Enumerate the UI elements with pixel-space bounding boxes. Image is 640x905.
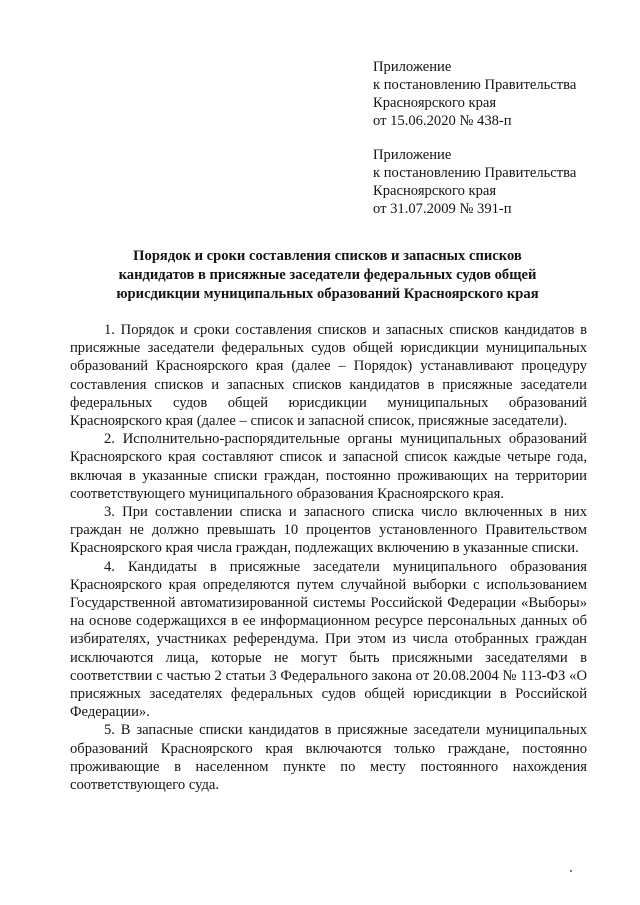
annex-label: Приложение [373,147,452,163]
paragraph-2: 2. Исполнительно-распорядительные органы муниципальных образований Красноярского края составляют список и запасной список каждые четыре года, включая в указанные списки граждан, постоянно проживающих на территории соответствующего муниципального образования Красноярского края. [70,431,587,502]
annex-date-number: от 31.07.2009 № 391-п [373,201,512,217]
scan-speck [570,870,572,872]
annex-header-current [373,58,623,130]
title-line: кандидатов в присяжные заседатели федеральных судов общей [118,267,537,283]
document-body [70,321,587,794]
paragraph-5: 5. В запасные списки кандидатов в присяжные заседатели муниципальных образований Красноярского края включаются только граждане, постоянно проживающие в населенном пункте по месту постоянного нахождения соответствующего суда. [70,722,587,794]
annex-header-original [373,146,623,218]
annex-region-line: Красноярского края [373,183,497,199]
paragraph-3: 3. При составлении списка и запасного списка число включенных в них граждан не должно превышать 10 процентов установленного Правительством Красноярского края числа граждан, подлежащих включению в указанные списки. [70,504,587,557]
paragraph-4: 4. Кандидаты в присяжные заседатели муниципального образования Красноярского края определяются путем случайной выборки с использованием Государственной автоматизированной системы Российской Федерации «Выборы» на основе содержащихся в ее информационном ресурсе персональных данных об избирателях, участниках референдума. При этом из числа отобранных граждан исключаются лица, которые не могут быть присяжными заседателями в соответствии с частью 2 статьи 3 Федерального закона от 20.08.2004 № 113-ФЗ «О присяжных заседателях федеральных судов общей юрисдикции в Российской Федерации». [70,558,587,721]
paragraph-1: 1. Порядок и сроки составления списков и запасных списков кандидатов в присяжные заседатели федеральных судов общей юрисдикции муниципальных образований Красноярского края (далее – Порядок) устанавливают процедуру составления списков и запасных списков кандидатов в присяжные заседатели федеральных судов общей юрисдикции муниципальных образований Красноярского края (далее – список и запасной список, присяжные заседатели). [70,322,587,430]
annex-date-number: от 15.06.2020 № 438-п [373,113,512,129]
annex-label: Приложение [373,59,452,75]
annex-resolution-line: к постановлению Правительства [373,165,577,181]
document-title [70,247,585,304]
annex-region-line: Красноярского края [373,95,497,111]
annex-resolution-line: к постановлению Правительства [373,77,577,93]
title-line: Порядок и сроки составления списков и запасных списков [133,248,522,264]
title-line: юрисдикции муниципальных образований Красноярского края [116,286,539,302]
